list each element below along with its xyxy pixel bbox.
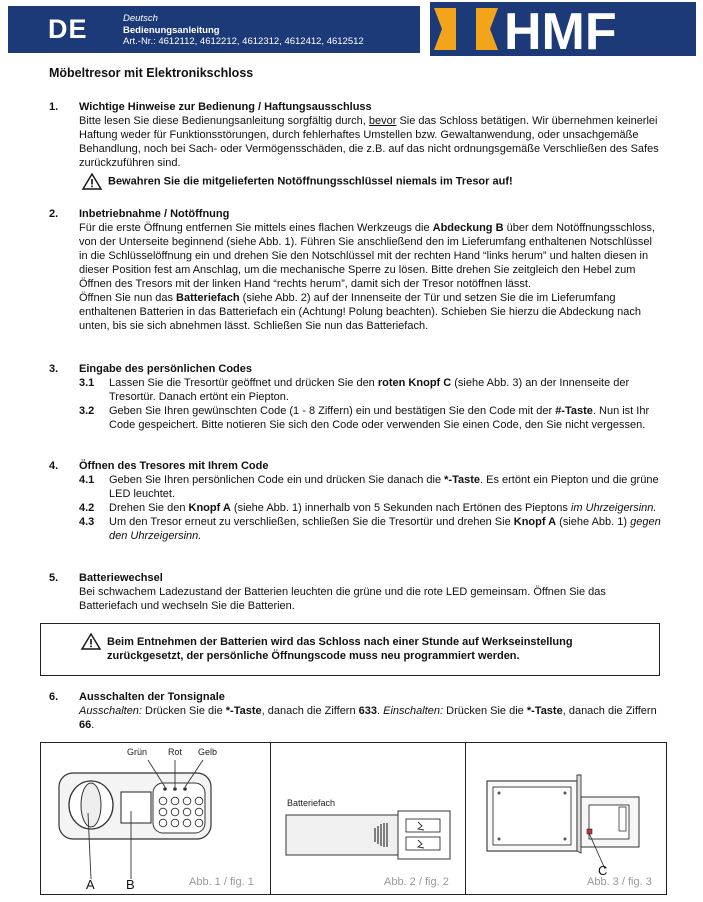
section-heading: Wichtige Hinweise zur Bedienung / Haftungsausschluss xyxy=(79,101,372,113)
text: Geben Sie Ihren persönlichen Code ein und drücken Sie danach die xyxy=(109,474,445,486)
italic-text: Ausschalten: xyxy=(79,705,142,717)
section-heading: Öffnen des Tresores mit Ihrem Code xyxy=(79,460,269,472)
section-body xyxy=(79,291,661,333)
text: . Es ertönt ein Piepton und die grüne LED leuchtet. xyxy=(109,474,659,500)
header-article-numbers: Art.-Nr.: 4612112, 4612212, 4612312, 4612412, 4612512 xyxy=(123,36,364,47)
label-b: B xyxy=(126,877,135,892)
bold-text: *-Taste xyxy=(444,474,480,486)
text: , danach die Ziffern xyxy=(562,705,657,717)
section-number: 1. xyxy=(49,101,59,113)
subsection-4-3 xyxy=(79,515,661,543)
bold-text: Knopf A xyxy=(513,516,557,528)
section-number: 4. xyxy=(49,460,59,472)
section-number: 5. xyxy=(49,572,59,584)
subsection-number: 4.2 xyxy=(79,502,95,514)
section-4 xyxy=(49,459,661,543)
text: (siehe Abb. 2) auf der Innenseite der Tür und setzen Sie die im Lieferumfang enthaltenen Batterien in das Batteriefach ein (Achtung! Polung beachten). Schieben Sie hierzu die Abdeckung nach unten, bis sie sich abnehmen lässt. Schließen Sie nun das Batteriefach. xyxy=(79,292,641,332)
section-1 xyxy=(49,100,661,170)
text: Drücken Sie die xyxy=(443,705,527,717)
header-language: Deutsch xyxy=(123,13,158,24)
section-heading: Eingabe des persönlichen Codes xyxy=(79,363,252,375)
section-heading: Batteriewechsel xyxy=(79,572,163,584)
label-c: C xyxy=(598,863,608,878)
bold-text: 633 xyxy=(358,705,378,717)
hmf-logo xyxy=(430,2,696,56)
text: Drücken Sie die xyxy=(141,705,226,717)
section-5 xyxy=(49,571,661,613)
italic-text: im Uhrzeigersinn. xyxy=(570,502,657,514)
italic-text: gegen den Uhrzeigersinn. xyxy=(109,516,661,542)
header-bar xyxy=(8,6,420,53)
section-heading: Ausschalten der Tonsignale xyxy=(79,691,225,703)
bold-text: *-Taste xyxy=(526,705,563,717)
section-body xyxy=(79,704,661,732)
section-body: Bei schwachem Ladezustand der Batterien leuchten die grüne und die rote LED gemeinsam. Öffnen Sie das Batteriefach und wechseln Sie die Batterien. xyxy=(79,586,606,612)
label-a: A xyxy=(86,877,95,892)
warning-text: Bewahren Sie die mitgelieferten Notöffnungsschlüssel niemals im Tresor auf! xyxy=(108,175,513,188)
subsection-3-1 xyxy=(79,376,661,404)
bold-text: Knopf A xyxy=(188,502,231,514)
subsection-4-2 xyxy=(79,501,661,515)
keypad-lock-illustration xyxy=(41,743,270,894)
text: Drehen Sie den xyxy=(109,502,189,514)
battery-compartment-label: Batteriefach xyxy=(287,798,336,808)
section-number: 2. xyxy=(49,208,59,220)
figure-divider xyxy=(270,743,271,894)
text: . xyxy=(377,705,384,717)
text: Sie das Schloss betätigen. Wir übernehmen keinerlei Haftung weder für Funktionsstörungen, durch fehlerhaftes Umstellen bzw. Gewaltanwendung, oder unsachgemäße Behandlung, noch bei Sach- oder Vermögensschäden, die z.B. auf das nicht ordnungsgemäße Verschließen des Safes zurückzuführen sind. xyxy=(79,115,659,169)
section-3 xyxy=(49,362,661,432)
language-code: DE xyxy=(48,14,88,44)
header-info xyxy=(123,13,364,48)
subsection-3-2 xyxy=(79,404,661,432)
text: Bitte lesen Sie diese Bedienungsanleitung sorgfältig durch, xyxy=(79,115,369,127)
underlined-text: bevor xyxy=(368,115,397,127)
logo-text: HMF xyxy=(504,3,617,56)
warning-keys xyxy=(82,173,662,190)
text: Geben Sie Ihren gewünschten Code (1 - 8 Ziffern) ein und bestätigen Sie den Code mit der xyxy=(109,405,556,417)
subsection-4-1 xyxy=(79,473,661,501)
text: . Nun ist Ihr Code gespeichert. Bitte notieren Sie sich den Code oder verwenden Sie einen Code, den Sie nicht vergessen. xyxy=(109,405,650,431)
figure-caption: Abb. 2 / fig. 2 xyxy=(384,876,449,888)
text: Lassen Sie die Tresortür geöffnet und drücken Sie den xyxy=(109,377,378,389)
section-heading: Inbetriebnahme / Notöffnung xyxy=(79,208,230,220)
battery-compartment-illustration xyxy=(272,743,464,894)
bold-text: Abdeckung B xyxy=(432,222,504,234)
text: , danach die Ziffern xyxy=(261,705,359,717)
bold-text: *-Taste xyxy=(225,705,262,717)
subsection-number: 4.3 xyxy=(79,516,95,528)
section-6 xyxy=(49,690,661,732)
led-green-label: Grün xyxy=(127,747,148,757)
italic-text: Einschalten: xyxy=(383,705,444,717)
document-title: Möbeltresor mit Elektronikschloss xyxy=(49,66,254,80)
led-red-label: Rot xyxy=(168,747,183,757)
text: Um den Tresor erneut zu verschließen, schließen Sie die Tresortür und drehen Sie xyxy=(109,516,514,528)
bold-text: roten Knopf C xyxy=(377,377,452,389)
warning-batteries xyxy=(40,623,660,676)
text: (siehe Abb. 3) an der Innenseite der Tresortür. Danach ertönt ein Piepton. xyxy=(109,377,630,403)
section-body xyxy=(79,221,661,291)
warning-icon xyxy=(82,173,102,190)
safe-interior-illustration xyxy=(467,743,666,894)
text: Öffnen Sie nun das xyxy=(79,292,177,304)
text: (siehe Abb. 1) innerhalb von 5 Sekunden nach Ertönen des Pieptons xyxy=(230,502,571,514)
warning-text: Beim Entnehmen der Batterien wird das Schloss nach einer Stunde auf Werkseinstellung zurückgesetzt, der persönliche Öffnungscode muss neu programmiert werden. xyxy=(107,636,573,662)
figure-caption: Abb. 1 / fig. 1 xyxy=(189,876,254,888)
text: . xyxy=(91,719,95,731)
led-yellow-label: Gelb xyxy=(198,747,218,757)
warning-icon xyxy=(81,633,101,650)
subsection-number: 3.1 xyxy=(79,377,95,389)
section-body xyxy=(79,114,661,170)
figure-caption: Abb. 3 / fig. 3 xyxy=(587,876,652,888)
section-number: 6. xyxy=(49,691,59,703)
bold-text: Batteriefach xyxy=(176,292,240,304)
bold-text: 66 xyxy=(79,719,92,731)
figure-divider xyxy=(465,743,466,894)
section-number: 3. xyxy=(49,363,59,375)
subsection-number: 3.2 xyxy=(79,405,95,417)
text: Für die erste Öffnung entfernen Sie mittels eines flachen Werkzeugs die xyxy=(79,222,433,234)
figures-panel xyxy=(40,742,667,895)
text: über dem Notöffnungsschloss, von der Unterseite beginnend (siehe Abb. 1). Führen Sie anschließend den im Lieferumfang enthaltenen Notschlüssel in die Schlüsselöffnung ein und drehen Sie den Notschlüssel mit der rechten Hand “links herum” und halten diesen in dieser Position fest am Anschlag, um die mechanische Sperre zu lösen. Bitte drehen Sie zeitgleich den Hebel zum Öffnen des Tresors mit der linken Hand “rechts herum”, damit sich der Tresor notöffnen lässt. xyxy=(79,222,655,290)
header-title: Bedienungsanleitung xyxy=(123,24,220,36)
subsection-number: 4.1 xyxy=(79,474,95,486)
text: (siehe Abb. 1) xyxy=(556,516,631,528)
section-2 xyxy=(49,207,661,333)
bold-text: #-Taste xyxy=(555,405,593,417)
